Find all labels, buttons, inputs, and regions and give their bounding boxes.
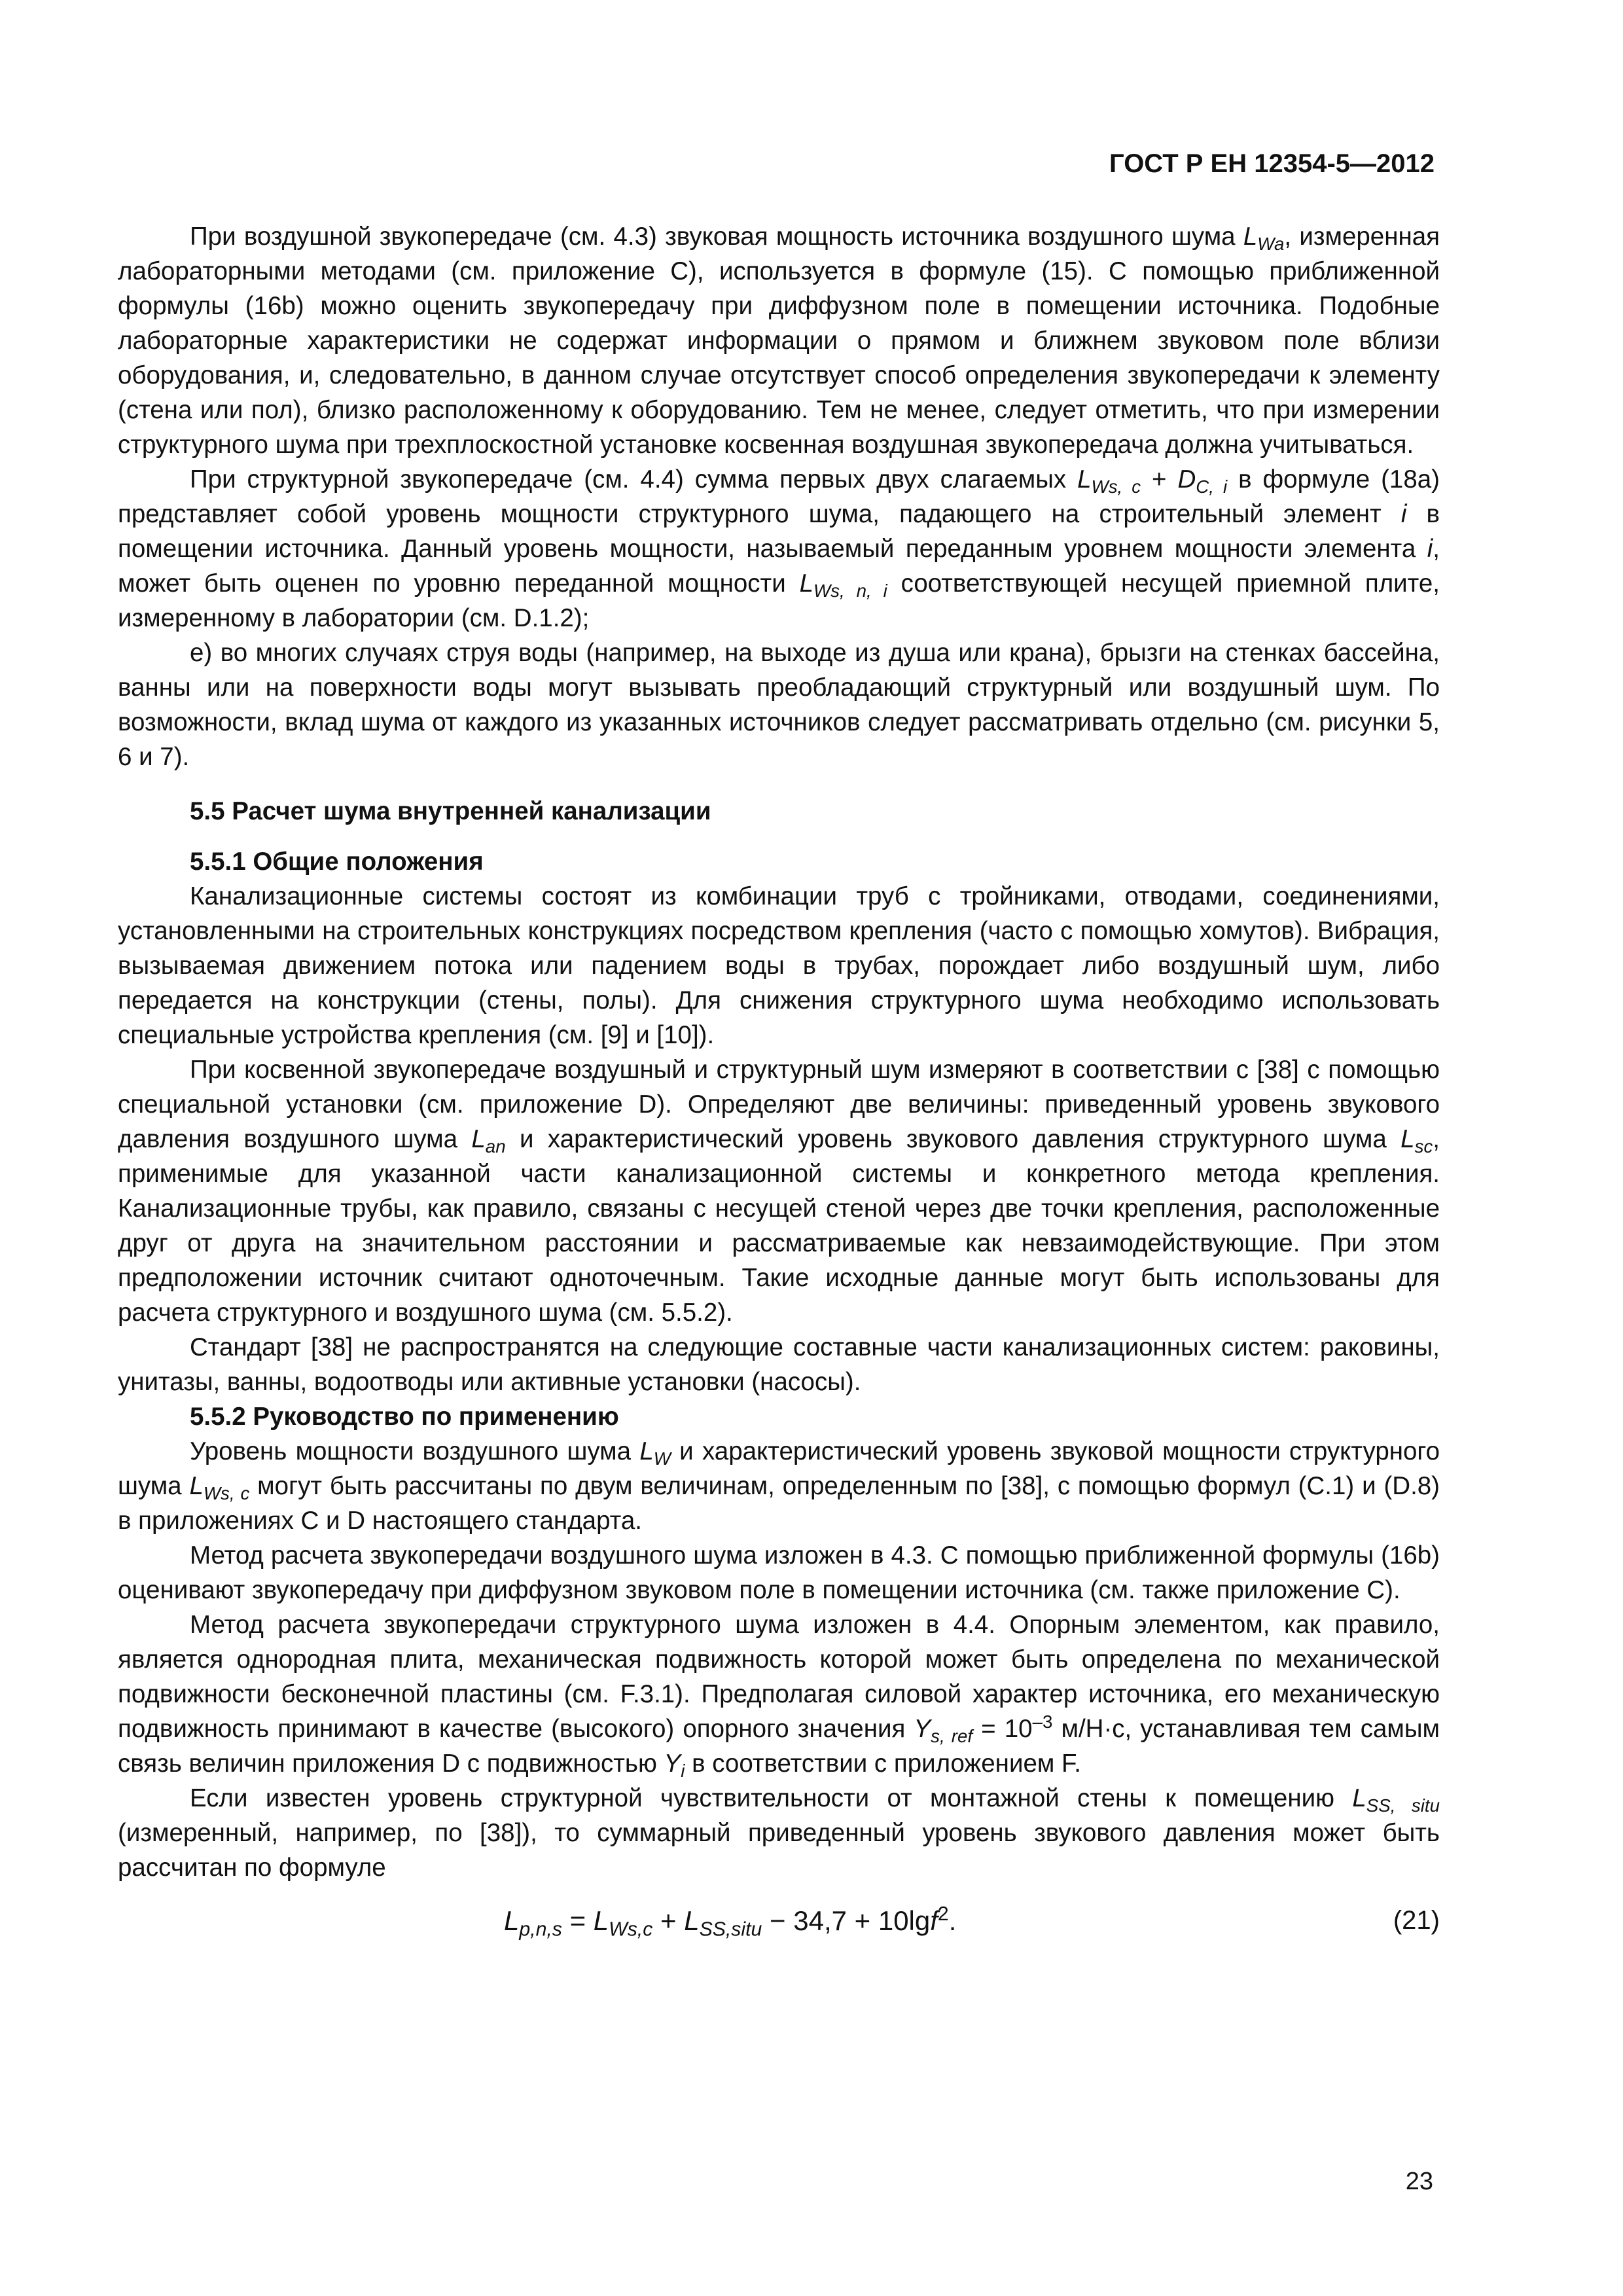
text-run: и характеристический уровень звуковой мощности структурного шума [118, 1437, 1440, 1500]
subscript: W [653, 1448, 671, 1469]
symbol-L: L [799, 569, 813, 598]
text-run: При структурной звукопередаче (см. 4.4) сумма первых двух слагаемых [190, 465, 1078, 493]
symbol-L: L [1243, 223, 1258, 251]
subscript: an [485, 1136, 506, 1157]
symbol-L: L [189, 1472, 204, 1500]
symbol-i: i [1427, 535, 1433, 563]
unit: м/Н·с [1052, 1715, 1125, 1743]
paragraph-structure-method [118, 1607, 1440, 1781]
subscript: SS, situ [1366, 1795, 1440, 1816]
subscript: Ws, n, i [813, 580, 887, 601]
text-run: могут быть рассчитаны по двум величинам, определенным по [38], с помощью формул (С.1) и (D.8) в приложениях С и D настоящего стандарта. [118, 1472, 1440, 1535]
symbol-Y: Y [664, 1749, 681, 1778]
symbol-L: L [1077, 465, 1092, 493]
symbol-L: L [471, 1125, 486, 1153]
operator: = [562, 1905, 594, 1936]
page-body [118, 219, 1440, 1969]
subscript: sc [1414, 1136, 1433, 1157]
operator: + [652, 1905, 685, 1936]
symbol-i: i [1400, 500, 1407, 528]
text-run: Метод расчета звукопередачи структурного шума изложен в 4.4. Опорным элементом, как правило, является однородная плита, механическая подвижность которой может быть определена по механической подвижности бесконечной пластины (см. F.3.1). Предполагая силовой характер источника, его механическую подвижность принимают в качестве (высокого) опорного значения [118, 1611, 1440, 1743]
text-run: соответствующей несущей приемной плите, измеренному в лаборатории (см. D.1.2); [118, 569, 1440, 632]
superscript: –3 [1032, 1712, 1053, 1732]
subscript: C, i [1196, 476, 1228, 497]
paragraph-item-e: е) во многих случаях струя воды (например, на выходе из душа или крана), брызги на стенках бассейна, ванны или на поверхности воды могут вызывать преобладающий структурный или воздушный шум. По возможности, вклад шума от каждого из указанных источников следует рассматривать отдельно (см. рисунки 5, 6 и 7). [118, 639, 1440, 771]
text-run: , применимые для указанной части канализационной системы и конкретного метода крепления. Канализационные трубы, как правило, связаны с несущей стеной через две точки крепления, расположенные друг от друга на значительном расстоянии и рассматриваемые как невзаимодействующие. При этом предположении источник считают одноточечным. Такие исходные данные могут быть использованы для расчета структурного и воздушного шума (см. 5.5.2). [118, 1125, 1440, 1327]
superscript: 2 [937, 1903, 949, 1925]
paragraph-standard-scope: Стандарт [38] не распространятся на следующие составные части канализационных систем: раковины, унитазы, ванны, водоотводы или активные установки (насосы). [118, 1333, 1440, 1396]
text-run: в формуле (18а) представляет собой уровень мощности структурного шума, падающего на строительный элемент [118, 465, 1440, 528]
symbol-L: L [504, 1905, 520, 1936]
paragraph-power-level [118, 1434, 1440, 1538]
document-header: ГОСТ Р ЕН 12354-5—2012 [1109, 149, 1435, 178]
section-heading-5-5-2: 5.5.2 Руководство по применению [190, 1403, 619, 1431]
symbol-f: f [930, 1905, 938, 1936]
text-run: в помещении источника. Данный уровень мощности, называемый переданным уровнем мощности элемента [118, 500, 1440, 563]
symbol-Y: Y [914, 1715, 931, 1743]
paragraph-indirect-transmission [118, 1052, 1440, 1330]
operator: + [1141, 465, 1178, 493]
paragraph-structure-borne [118, 462, 1440, 636]
symbol-L: L [1400, 1125, 1415, 1153]
symbol-D: D [1177, 465, 1196, 493]
formula-21 [118, 1897, 1440, 1969]
text-run: При косвенной звукопередаче воздушный и структурный шум измеряют в соответствии с [38] с помощью специальной установки (см. приложение D). Определяют две величины: приведенный уровень звукового давления воздушного шума [118, 1056, 1440, 1153]
paragraph-airborne [118, 219, 1440, 462]
symbol-L: L [1352, 1784, 1366, 1812]
paragraph-sensitivity [118, 1781, 1440, 1885]
text-run: , может быть оценен по уровню переданной мощности [118, 535, 1440, 598]
text-run: в соответствии с приложением F. [685, 1749, 1081, 1778]
subscript: Ws, c [203, 1482, 250, 1503]
symbol-L: L [639, 1437, 654, 1465]
subscript: s, ref [931, 1725, 973, 1746]
section-heading-5-5: 5.5 Расчет шума внутренней канализации [190, 797, 711, 825]
symbol-L: L [684, 1905, 700, 1936]
paragraph-airborne-method: Метод расчета звукопередачи воздушного шума изложен в 4.3. С помощью приближенной формулы (16b) оценивают звукопередачу при диффузном звуковом поле в помещении источника (см. также приложение С). [118, 1541, 1440, 1604]
formula-expression [504, 1903, 957, 1941]
text-run: и характеристический уровень звукового давления структурного шума [505, 1125, 1401, 1153]
subscript: Wa [1257, 233, 1285, 254]
page-number: 23 [1405, 2168, 1433, 2195]
subscript: p,n,s [519, 1918, 562, 1941]
paragraph-drainage-systems: Канализационные системы состоят из комбинации труб с тройниками, отводами, соединениями, установленными на строительных конструкциях посредством крепления (часто с помощью хомутов). Вибрация, вызываемая движением потока или падением воды в трубах, порождает либо воздушный шум, либо передается на конструкции (стены, полы). Для снижения структурного шума необходимо использовать специальные устройства крепления (см. [9] и [10]). [118, 882, 1440, 1049]
subscript: Ws, c [1091, 476, 1141, 497]
text-run: , измеренная лабораторными методами (см. приложение С), используется в формуле (15). С помощью приближенной формулы (16b) можно оценить звукопередачу при диффузном поле в помещении источника. Подобные лабораторные характеристики не содержат информации о прямом и ближнем звуковом поле вблизи оборудования, и, следовательно, в данном случае отсутствует способ определения звукопередачи к элементу (стена или пол), близко расположенному к оборудованию. Тем не менее, следует отметить, что при измерении структурного шума при трехплоскостной установке косвенная воздушная звукопередача должна учитываться. [118, 223, 1440, 459]
text-run: Уровень мощности воздушного шума [190, 1437, 640, 1465]
subscript: Ws,c [609, 1918, 653, 1941]
text-run: При воздушной звукопередаче (см. 4.3) звуковая мощность источника воздушного шума [190, 223, 1243, 251]
formula-tail: − 34,7 + 10lg [762, 1905, 931, 1936]
text-run: (измеренный, например, по [38]), то суммарный приведенный уровень звукового давления может быть рассчитан по формуле [118, 1819, 1440, 1882]
text-run: , устанавливая тем самым связь величин приложения D с подвижностью [118, 1715, 1440, 1778]
symbol-L: L [593, 1905, 609, 1936]
formula-end: . [948, 1905, 957, 1936]
formula-number: (21) [1393, 1906, 1440, 1935]
subscript: i [681, 1760, 685, 1781]
text-run: = 10 [972, 1715, 1033, 1743]
text-run: Если известен уровень структурной чувствительности от монтажной стены к помещению [190, 1784, 1353, 1812]
section-heading-5-5-1: 5.5.1 Общие положения [190, 848, 484, 876]
subscript: SS,situ [699, 1918, 762, 1941]
